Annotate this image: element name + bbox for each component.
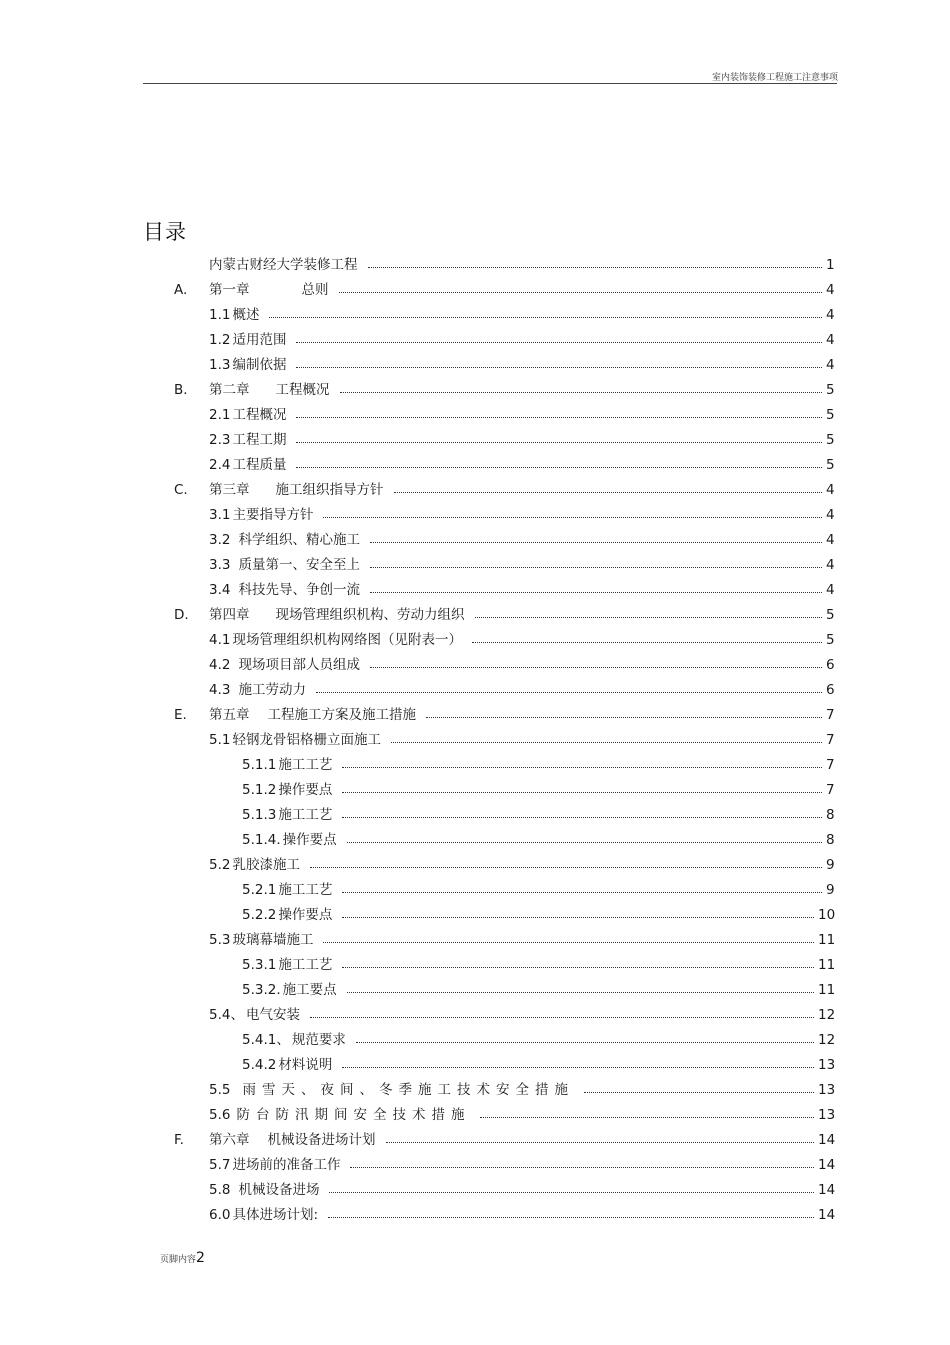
toc-page-number: 9 xyxy=(826,882,835,898)
toc-entry-text: 编制依据 xyxy=(232,357,287,373)
toc-dot-leader xyxy=(391,742,822,743)
toc-entry-number: 6.0 xyxy=(209,1207,231,1223)
toc-entry-label xyxy=(242,880,332,900)
toc-entry-text: 质量第一、安全至上 xyxy=(238,557,360,573)
toc-page-number: 12 xyxy=(818,1007,836,1023)
toc-entry-label xyxy=(209,680,306,700)
toc-entry[interactable] xyxy=(0,1105,950,1125)
toc-entry-number: 5.1.3 xyxy=(242,807,277,823)
toc-entry-label xyxy=(209,430,286,450)
toc-entry[interactable] xyxy=(0,1055,950,1075)
toc-entry[interactable] xyxy=(0,905,950,925)
toc-entry-text: 规范要求 xyxy=(291,1032,346,1048)
toc-dot-leader xyxy=(370,592,822,593)
toc-title: 目录 xyxy=(143,220,187,244)
toc-dot-leader xyxy=(296,467,822,468)
toc-entry-text: 施工组织指导方针 xyxy=(275,482,384,498)
toc-entry[interactable] xyxy=(0,305,950,325)
toc-dot-leader xyxy=(370,542,822,543)
toc-entry-text: 工程概况 xyxy=(232,407,287,423)
toc-entry-text: 施工工艺 xyxy=(278,882,333,898)
toc-entry-number: 3.2 xyxy=(209,532,231,548)
toc-marker: E. xyxy=(174,707,187,723)
toc-entry-number: 5.2.2 xyxy=(242,907,277,923)
toc-entry-text: 材料说明 xyxy=(278,1057,333,1073)
toc-entry-text: 适用范围 xyxy=(232,332,287,348)
toc-marker: D. xyxy=(174,607,189,623)
toc-page-number: 5 xyxy=(826,632,835,648)
toc-page-number: 5 xyxy=(826,607,835,623)
toc-page-number: 6 xyxy=(826,657,835,673)
toc-entry-text: 施工工艺 xyxy=(278,757,333,773)
toc-marker: B. xyxy=(174,382,188,398)
toc-entry[interactable] xyxy=(0,880,950,900)
toc-entry-number: 5.1.1 xyxy=(242,757,277,773)
toc-page-number: 1 xyxy=(826,257,835,273)
toc-entry-label xyxy=(242,830,337,850)
toc-entry-number: 5.5 xyxy=(209,1082,231,1098)
toc-entry-label xyxy=(209,280,329,300)
toc-entry-text: 电气安装 xyxy=(245,1007,300,1023)
toc-page-number: 4 xyxy=(826,307,835,323)
toc-entry-label xyxy=(209,255,358,275)
toc-entry-number: 5.1 xyxy=(209,732,231,748)
toc-entry-number: 2.4 xyxy=(209,457,231,473)
toc-entry-text: 现场项目部人员组成 xyxy=(238,657,360,673)
toc-entry-label xyxy=(209,1105,470,1125)
toc-dot-leader xyxy=(323,517,822,518)
toc-entry-number: 第四章 xyxy=(209,607,250,623)
toc-entry-text: 具体进场计划: xyxy=(232,1207,319,1223)
toc-entry-label xyxy=(242,905,332,925)
toc-entry-label xyxy=(209,730,381,750)
toc-dot-leader xyxy=(339,292,822,293)
toc-entry-label xyxy=(242,1030,346,1050)
toc-entry-text: 现场管理组织机构网络图（见附表一） xyxy=(232,632,462,648)
toc-entry-text: 乳胶漆施工 xyxy=(232,857,300,873)
toc-entry-number: 4.2 xyxy=(209,657,231,673)
toc-entry[interactable] xyxy=(0,555,950,575)
toc-dot-leader xyxy=(310,867,822,868)
toc-page-number: 4 xyxy=(826,332,835,348)
toc-entry-label xyxy=(209,1005,300,1025)
footer-page-number: 2 xyxy=(196,1250,205,1266)
toc-page-number: 5 xyxy=(826,432,835,448)
toc-entry-text: 总则 xyxy=(301,282,329,298)
toc-dot-leader xyxy=(342,917,814,918)
toc-entry-label xyxy=(209,1080,574,1100)
toc-entry[interactable] xyxy=(0,855,950,875)
toc-dot-leader xyxy=(394,492,822,493)
toc-entry-label xyxy=(209,705,416,725)
toc-dot-leader xyxy=(296,442,822,443)
toc-entry[interactable] xyxy=(0,530,950,550)
toc-page-number: 13 xyxy=(818,1082,836,1098)
toc-entry-text: 现场管理组织机构、劳动力组织 xyxy=(275,607,465,623)
toc-entry[interactable] xyxy=(0,380,950,400)
toc-entry-label xyxy=(209,630,462,650)
toc-page-number: 11 xyxy=(818,932,836,948)
toc-entry-text: 工程工期 xyxy=(232,432,287,448)
toc-page-number: 11 xyxy=(818,957,836,973)
toc-dot-leader xyxy=(350,1167,814,1168)
toc-entry-label xyxy=(209,405,286,425)
toc-entry-number: 2.1 xyxy=(209,407,231,423)
toc-entry-text: 工程质量 xyxy=(232,457,287,473)
toc-entry[interactable] xyxy=(0,680,950,700)
toc-entry[interactable] xyxy=(0,805,950,825)
toc-entry-label xyxy=(209,305,259,325)
toc-page-number: 5 xyxy=(826,407,835,423)
toc-entry-number: 4.3 xyxy=(209,682,231,698)
toc-entry[interactable] xyxy=(0,755,950,775)
toc-entry-number: 5.2.1 xyxy=(242,882,277,898)
toc-entry-number: 5.6 xyxy=(209,1107,231,1123)
toc-entry[interactable] xyxy=(0,1080,950,1100)
toc-entry-text: 施工工艺 xyxy=(278,957,333,973)
footer-label: 页脚内容 xyxy=(160,1255,197,1265)
toc-entry-number: 5.3 xyxy=(209,932,231,948)
toc-entry[interactable] xyxy=(0,1005,950,1025)
toc-entry-text: 科技先导、争创一流 xyxy=(238,582,360,598)
toc-entry-label xyxy=(242,780,332,800)
toc-page-number: 7 xyxy=(826,782,835,798)
toc-entry-label xyxy=(209,355,286,375)
toc-entry-label xyxy=(209,655,360,675)
toc-entry-label xyxy=(209,330,286,350)
toc-entry-label xyxy=(209,455,286,475)
toc-entry-label xyxy=(242,955,332,975)
toc-marker: A. xyxy=(174,282,188,298)
toc-dot-leader xyxy=(370,567,822,568)
toc-dot-leader xyxy=(269,317,822,318)
toc-dot-leader xyxy=(386,1142,814,1143)
toc-dot-leader xyxy=(347,842,822,843)
toc-dot-leader xyxy=(584,1092,814,1093)
toc-entry[interactable] xyxy=(0,430,950,450)
toc-entry-number: 5.1.4. xyxy=(242,832,281,848)
toc-entry-label xyxy=(242,805,332,825)
toc-page-number: 9 xyxy=(826,857,835,873)
toc-entry-number: 2.3 xyxy=(209,432,231,448)
toc-entry-number: 第三章 xyxy=(209,482,250,498)
toc-entry-text: 轻钢龙骨铝格栅立面施工 xyxy=(232,732,381,748)
toc-entry-label xyxy=(242,980,337,1000)
toc-entry-text: 主要指导方针 xyxy=(232,507,314,523)
toc-dot-leader xyxy=(342,892,822,893)
toc-entry-label xyxy=(209,1205,318,1225)
toc-dot-leader xyxy=(342,1067,814,1068)
toc-dot-leader xyxy=(472,642,822,643)
toc-dot-leader xyxy=(342,792,822,793)
toc-entry-number: 4.1 xyxy=(209,632,231,648)
toc-entry-label xyxy=(209,1180,319,1200)
running-header: 室内装饰装修工程施工注意事项 xyxy=(711,73,838,83)
toc-page-number: 14 xyxy=(818,1157,836,1173)
toc-entry-label xyxy=(209,580,360,600)
toc-entry-number: 5.4.1、 xyxy=(242,1032,290,1048)
toc-entry[interactable] xyxy=(0,1030,950,1050)
toc-entry[interactable] xyxy=(0,705,950,725)
toc-page-number: 13 xyxy=(818,1107,836,1123)
toc-entry-number: 3.3 xyxy=(209,557,231,573)
toc-entry-number: 5.4、 xyxy=(209,1007,244,1023)
toc-entry-number: 1.1 xyxy=(209,307,231,323)
toc-page-number: 8 xyxy=(826,832,835,848)
toc-page-number: 4 xyxy=(826,582,835,598)
toc-entry-label xyxy=(209,1130,376,1150)
toc-page-number: 7 xyxy=(826,757,835,773)
page-footer xyxy=(160,1250,205,1266)
toc-entry[interactable] xyxy=(0,355,950,375)
toc-entry[interactable] xyxy=(0,955,950,975)
toc-dot-leader xyxy=(328,1217,814,1218)
toc-entry-label xyxy=(209,505,313,525)
toc-page-number: 5 xyxy=(826,382,835,398)
toc-entry-number: 5.2 xyxy=(209,857,231,873)
toc-entry-text: 防台防汛期间安全技术措施 xyxy=(236,1107,471,1123)
toc-entry-label xyxy=(209,1155,340,1175)
toc-dot-leader xyxy=(296,367,822,368)
toc-entry-number: 5.3.2. xyxy=(242,982,281,998)
toc-page-number: 12 xyxy=(818,1032,836,1048)
toc-entry[interactable] xyxy=(0,1205,950,1225)
toc-entry-number: 5.1.2 xyxy=(242,782,277,798)
toc-page-number: 4 xyxy=(826,557,835,573)
toc-dot-leader xyxy=(356,1042,814,1043)
toc-entry-text: 进场前的准备工作 xyxy=(232,1157,341,1173)
toc-dot-leader xyxy=(316,692,822,693)
toc-page-number: 6 xyxy=(826,682,835,698)
toc-dot-leader xyxy=(370,667,822,668)
toc-entry[interactable] xyxy=(0,780,950,800)
toc-dot-leader xyxy=(296,342,822,343)
toc-page-number: 10 xyxy=(818,907,836,923)
toc-page-number: 8 xyxy=(826,807,835,823)
toc-entry-text: 施工劳动力 xyxy=(238,682,306,698)
toc-entry-text: 工程概况 xyxy=(275,382,330,398)
toc-entry-text: 施工工艺 xyxy=(278,807,333,823)
toc-entry-text: 操作要点 xyxy=(278,907,333,923)
toc-entry[interactable] xyxy=(0,830,950,850)
toc-entry-number: 第五章 xyxy=(209,707,250,723)
toc-page-number: 4 xyxy=(826,357,835,373)
toc-entry-text: 雨雪天、夜间、冬季施工技术安全措施 xyxy=(242,1082,574,1098)
toc-page-number: 4 xyxy=(826,507,835,523)
toc-entry[interactable] xyxy=(0,455,950,475)
toc-entry-text: 机械设备进场 xyxy=(238,1182,320,1198)
toc-entry[interactable] xyxy=(0,580,950,600)
toc-entry-text: 操作要点 xyxy=(282,832,337,848)
toc-entry[interactable] xyxy=(0,930,950,950)
toc-entry-number: 3.1 xyxy=(209,507,231,523)
toc-page-number: 14 xyxy=(818,1182,836,1198)
toc-entry[interactable] xyxy=(0,330,950,350)
toc-entry-number: 5.3.1 xyxy=(242,957,277,973)
toc-dot-leader xyxy=(296,417,822,418)
toc-entry[interactable] xyxy=(0,980,950,1000)
toc-page-number: 13 xyxy=(818,1057,836,1073)
toc-dot-leader xyxy=(475,617,822,618)
toc-entry-text: 操作要点 xyxy=(278,782,333,798)
toc-entry[interactable] xyxy=(0,730,950,750)
toc-dot-leader xyxy=(342,967,814,968)
toc-entry-text: 工程施工方案及施工措施 xyxy=(267,707,416,723)
toc-dot-leader xyxy=(340,392,822,393)
toc-page-number: 7 xyxy=(826,707,835,723)
toc-entry-text: 机械设备进场计划 xyxy=(267,1132,376,1148)
toc-entry-label xyxy=(209,530,360,550)
toc-entry-label xyxy=(242,755,332,775)
toc-marker: F. xyxy=(174,1132,184,1148)
toc-page-number: 14 xyxy=(818,1132,836,1148)
toc-entry-number: 第一章 xyxy=(209,282,250,298)
toc-entry-text: 施工要点 xyxy=(282,982,337,998)
toc-entry[interactable] xyxy=(0,505,950,525)
toc-entry-number: 5.7 xyxy=(209,1157,231,1173)
toc-entry[interactable] xyxy=(0,655,950,675)
toc-page-number: 5 xyxy=(826,457,835,473)
toc-entry-text: 内蒙古财经大学装修工程 xyxy=(209,257,358,273)
toc-entry-number: 3.4 xyxy=(209,582,231,598)
toc-entry[interactable] xyxy=(0,480,950,500)
toc-entry-number: 5.4.2 xyxy=(242,1057,277,1073)
toc-dot-leader xyxy=(329,1192,814,1193)
toc-page-number: 14 xyxy=(818,1207,836,1223)
toc-entry[interactable] xyxy=(0,1180,950,1200)
toc-entry-number: 1.2 xyxy=(209,332,231,348)
toc-page-number: 4 xyxy=(826,532,835,548)
toc-entry-text: 玻璃幕墙施工 xyxy=(232,932,314,948)
toc-marker: C. xyxy=(174,482,188,498)
toc-dot-leader xyxy=(323,942,814,943)
toc-entry[interactable] xyxy=(0,605,950,625)
toc-dot-leader xyxy=(426,717,822,718)
toc-entry-number: 第六章 xyxy=(209,1132,250,1148)
toc-entry-label xyxy=(209,380,330,400)
toc-dot-leader xyxy=(342,817,822,818)
toc-entry-label xyxy=(209,480,384,500)
toc-entry-label xyxy=(209,605,465,625)
toc-page-number: 4 xyxy=(826,482,835,498)
toc-entry-number: 1.3 xyxy=(209,357,231,373)
toc-entry-label xyxy=(242,1055,332,1075)
toc-entry[interactable] xyxy=(0,405,950,425)
toc-dot-leader xyxy=(347,992,814,993)
toc-entry-label xyxy=(209,930,313,950)
toc-entry-text: 概述 xyxy=(232,307,260,323)
toc-entry-number: 5.8 xyxy=(209,1182,231,1198)
toc-page-number: 4 xyxy=(826,282,835,298)
toc-entry-number: 第二章 xyxy=(209,382,250,398)
toc-entry[interactable] xyxy=(0,630,950,650)
toc-page-number: 11 xyxy=(818,982,836,998)
toc-dot-leader xyxy=(342,767,822,768)
toc-dot-leader xyxy=(310,1017,814,1018)
header-rule xyxy=(143,83,837,84)
toc-dot-leader xyxy=(480,1117,814,1118)
toc-page-number: 7 xyxy=(826,732,835,748)
toc-entry-label xyxy=(209,555,360,575)
toc-entry[interactable] xyxy=(0,255,950,275)
toc-entry[interactable] xyxy=(0,280,950,300)
toc-entry-text: 科学组织、精心施工 xyxy=(238,532,360,548)
toc-entry[interactable] xyxy=(0,1130,950,1150)
toc-dot-leader xyxy=(368,267,822,268)
toc-entry[interactable] xyxy=(0,1155,950,1175)
toc-entry-label xyxy=(209,855,300,875)
